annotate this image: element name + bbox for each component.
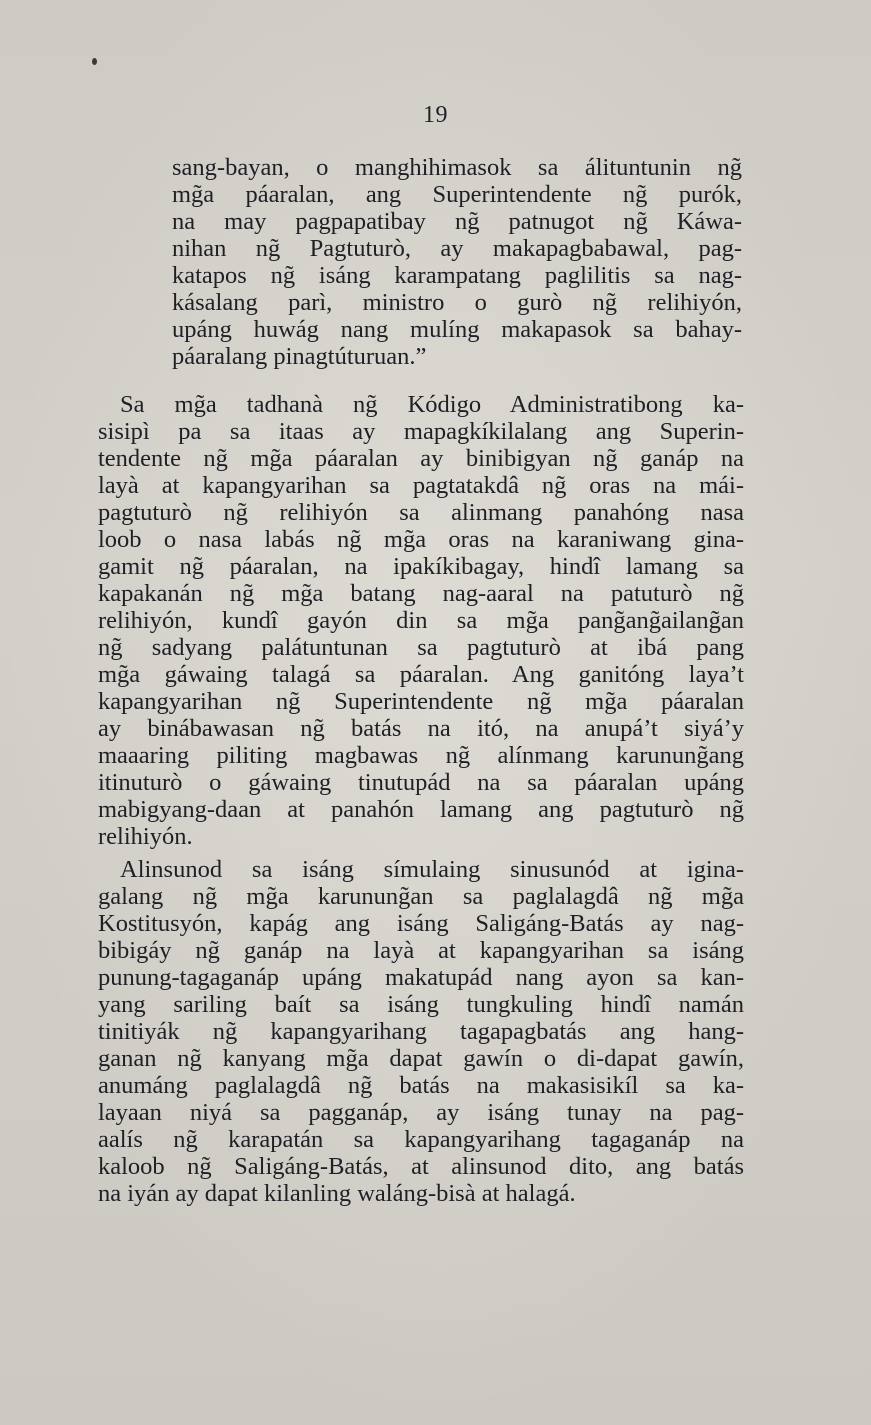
text-line: itinuturò o gáwaing tinutupád na sa páaralan upáng [98,769,744,796]
text-line: ng̃ sadyang palátuntunan sa pagtuturò at ibá pang [98,634,744,661]
text-line: mg̃a páaralan, ang Superintendente ng̃ purók, [172,181,742,208]
text-line: ganan ng̃ kanyang mg̃a dapat gawín o di-dapat gawín, [98,1045,744,1072]
text-line: katapos ng̃ isáng karampatang paglilitis sa nag- [172,262,742,289]
text-line: yang sariling baít sa isáng tungkuling hindî namán [98,991,744,1018]
text-line: nihan ng̃ Pagtuturò, ay makapagbabawal, pag- [172,235,742,262]
text-line: anumáng paglalagdâ ng̃ batás na makasisikíl sa ka- [98,1072,744,1099]
text-line: na may pagpapatibay ng̃ patnugot ng̃ Káwa- [172,208,742,235]
text-line: sisipì pa sa itaas ay mapagkíkilalang ang Superin- [98,418,744,445]
text-line: kaloob ng̃ Saligáng-Batás, at alinsunod dito, ang batás [98,1153,744,1180]
text-line: gamit ng̃ páaralan, na ipakíkibagay, hindî lamang sa [98,553,744,580]
text-line: kapangyarihan ng̃ Superintendente ng̃ mg̃a páaralan [98,688,744,715]
text-line: na iyán ay dapat kilanling waláng-bisà at halagá. [98,1180,576,1207]
text-line: relihiyón. [98,823,193,850]
text-line: Kostitusyón, kapág ang isáng Saligáng-Batás ay nag- [98,910,744,937]
text-line: loob o nasa labás ng̃ mg̃a oras na karaniwang gina- [98,526,744,553]
text-line: upáng huwág nang mulíng makapasok sa bahay- [172,316,742,343]
text-line: kásalang parì, ministro o gurò ng̃ relihiyón, [172,289,742,316]
text-line: relihiyón, kundî gayón din sa mg̃a pang̃ang̃ailang̃an [98,607,744,634]
text-line: tinitiyák ng̃ kapangyarihang tagapagbatás ang hang- [98,1018,744,1045]
text-line: ay binábawasan ng̃ batás na itó, na anupá’t siyá’y [98,715,744,742]
text-line: punung-tagaganáp upáng makatupád nang ayon sa kan- [98,964,744,991]
ink-speck [92,58,97,65]
text-line: aalís ng̃ karapatán sa kapangyarihang tagaganáp na [98,1126,744,1153]
text-line: mabigyang-daan at panahón lamang ang pagtuturò ng̃ [98,796,744,823]
page-number: 19 [423,102,448,128]
text-line: kapakanán ng̃ mg̃a batang nag-aaral na patuturò ng̃ [98,580,744,607]
text-line: páaralang pinagtúturuan.” [172,343,427,370]
text-line: Alinsunod sa isáng símulaing sinusunód at igina- [120,856,744,883]
text-line: galang ng̃ mg̃a karunung̃an sa paglalagdâ ng̃ mg̃a [98,883,744,910]
text-line: mg̃a gáwaing talagá sa páaralan. Ang ganitóng laya’t [98,661,744,688]
text-line: layà at kapangyarihan sa pagtatakdâ ng̃ oras na mái- [98,472,744,499]
text-line: layaan niyá sa pagganáp, ay isáng tunay na pag- [98,1099,744,1126]
paragraph-1 [98,391,744,850]
paragraph-2 [98,856,744,1207]
text-line: bibigáy ng̃ ganáp na layà at kapangyarihan sa isáng [98,937,744,964]
text-line: maaaring piliting magbawas ng̃ alínmang karunung̃ang [98,742,744,769]
text-line: tendente ng̃ mg̃a páaralan ay binibigyan ng̃ ganáp na [98,445,744,472]
text-line: sang-bayan, o manghihimasok sa álituntunin ng̃ [172,154,742,181]
text-line: Sa mg̃a tadhanà ng̃ Kódigo Administratibong ka- [120,391,744,418]
text-line: pagtuturò ng̃ relihiyón sa alinmang panahóng nasa [98,499,744,526]
quote-continuation [172,154,742,370]
